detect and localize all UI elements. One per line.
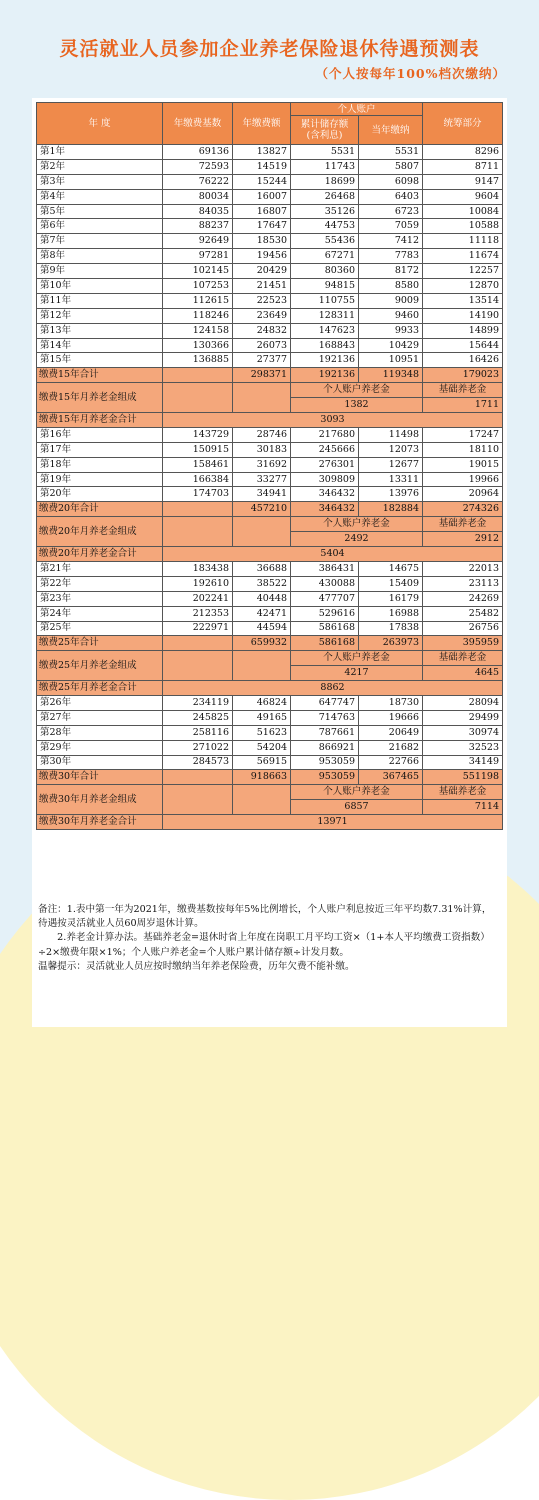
value-cell: 84035 (163, 204, 233, 219)
year-cell: 第15年 (37, 353, 163, 368)
value-cell: 271022 (163, 740, 233, 755)
value-cell: 72593 (163, 159, 233, 174)
empty-cell (163, 502, 233, 517)
value-cell: 6403 (359, 189, 423, 204)
empty-cell (163, 785, 233, 815)
value-cell: 112615 (163, 293, 233, 308)
value-cell: 38522 (233, 576, 291, 591)
value-cell: 586168 (291, 621, 359, 636)
value-cell: 8580 (359, 279, 423, 294)
value-cell: 16807 (233, 204, 291, 219)
value-cell: 5807 (359, 159, 423, 174)
value-cell: 16426 (423, 353, 503, 368)
value-cell: 31692 (233, 457, 291, 472)
total-value: 551198 (423, 770, 503, 785)
composition-row (37, 383, 503, 398)
value-cell: 20649 (359, 725, 423, 740)
value-cell: 430088 (291, 576, 359, 591)
note-tip: 温馨提示：灵活就业人员应按时缴纳当年养老保险费，历年欠费不能补缴。 (38, 960, 355, 972)
year-cell: 第30年 (37, 755, 163, 770)
value-cell: 44594 (233, 621, 291, 636)
table-row (37, 234, 503, 249)
monthly-sum-value: 5404 (163, 547, 503, 562)
table-row (37, 725, 503, 740)
table-row (37, 457, 503, 472)
total-value: 263973 (359, 636, 423, 651)
year-cell: 第14年 (37, 338, 163, 353)
total-value: 659932 (233, 636, 291, 651)
empty-cell (233, 785, 291, 815)
value-cell: 23113 (423, 576, 503, 591)
value-cell: 80360 (291, 264, 359, 279)
personal-pension-amount: 2492 (291, 532, 423, 547)
value-cell: 192136 (291, 353, 359, 368)
year-cell: 第5年 (37, 204, 163, 219)
value-cell: 30974 (423, 725, 503, 740)
value-cell: 147623 (291, 323, 359, 338)
empty-cell (163, 636, 233, 651)
value-cell: 17838 (359, 621, 423, 636)
table-row (37, 308, 503, 323)
value-cell: 20964 (423, 487, 503, 502)
composition-label: 缴费15年月养老金组成 (37, 383, 163, 413)
empty-cell (163, 770, 233, 785)
value-cell: 18699 (291, 174, 359, 189)
total-value: 179023 (423, 368, 503, 383)
empty-cell (163, 368, 233, 383)
value-cell: 29499 (423, 710, 503, 725)
note-1: 备注：1.表中第一年为2021年，缴费基数按每年5%比例增长，个人账户利息按近三年平均数7.31%计算，待遇按灵活就业人员60周岁退休计算。 (38, 904, 492, 930)
table-row (37, 353, 503, 368)
value-cell: 14519 (233, 159, 291, 174)
personal-pension-label: 个人账户养老金 (291, 651, 423, 666)
table-row (37, 740, 503, 755)
value-cell: 19966 (423, 472, 503, 487)
monthly-sum-row (37, 413, 503, 428)
monthly-sum-value: 3093 (163, 413, 503, 428)
total-value: 119348 (359, 368, 423, 383)
header-cumulative: 累计储存额 (含利息) (291, 116, 359, 145)
value-cell: 647747 (291, 695, 359, 710)
year-cell: 第22年 (37, 576, 163, 591)
value-cell: 9147 (423, 174, 503, 189)
header-base: 年缴费基数 (163, 103, 233, 145)
value-cell: 130366 (163, 338, 233, 353)
value-cell: 10429 (359, 338, 423, 353)
total-label: 缴费20年合计 (37, 502, 163, 517)
year-cell: 第27年 (37, 710, 163, 725)
value-cell: 11743 (291, 159, 359, 174)
table-row (37, 189, 503, 204)
value-cell: 19456 (233, 249, 291, 264)
table-row (37, 606, 503, 621)
value-cell: 183438 (163, 561, 233, 576)
value-cell: 714763 (291, 710, 359, 725)
value-cell: 13514 (423, 293, 503, 308)
value-cell: 234119 (163, 695, 233, 710)
value-cell: 192610 (163, 576, 233, 591)
total-value: 298371 (233, 368, 291, 383)
monthly-sum-label: 缴费20年月养老金合计 (37, 547, 163, 562)
monthly-sum-row (37, 681, 503, 696)
empty-cell (233, 517, 291, 547)
table-row (37, 159, 503, 174)
value-cell: 6723 (359, 204, 423, 219)
table-row (37, 710, 503, 725)
table-row (37, 621, 503, 636)
value-cell: 94815 (291, 279, 359, 294)
composition-label: 缴费30年月养老金组成 (37, 785, 163, 815)
value-cell: 20429 (233, 264, 291, 279)
value-cell: 11674 (423, 249, 503, 264)
value-cell: 787661 (291, 725, 359, 740)
value-cell: 11498 (359, 427, 423, 442)
value-cell: 953059 (291, 755, 359, 770)
value-cell: 150915 (163, 442, 233, 457)
note-2: 2.养老金计算办法。基础养老金=退休时省上年度在岗职工月平均工资×（1+本人平均缴费工资指数）÷2×缴费年限×1%；个人账户养老金=个人账户累计储存额÷计发月数。 (38, 932, 490, 958)
year-cell: 第12年 (37, 308, 163, 323)
table-row (37, 338, 503, 353)
value-cell: 128311 (291, 308, 359, 323)
table-row (37, 487, 503, 502)
table-row (37, 145, 503, 160)
table-row (37, 219, 503, 234)
header-current: 当年缴纳 (359, 116, 423, 145)
value-cell: 168843 (291, 338, 359, 353)
value-cell: 10588 (423, 219, 503, 234)
header-annual: 年缴费额 (233, 103, 291, 145)
value-cell: 212353 (163, 606, 233, 621)
value-cell: 7059 (359, 219, 423, 234)
value-cell: 12677 (359, 457, 423, 472)
value-cell: 12870 (423, 279, 503, 294)
value-cell: 13976 (359, 487, 423, 502)
total-row (37, 502, 503, 517)
value-cell: 5531 (291, 145, 359, 160)
year-cell: 第16年 (37, 427, 163, 442)
page-title: 灵活就业人员参加企业养老保险退休待遇预测表 (59, 38, 480, 60)
year-cell: 第7年 (37, 234, 163, 249)
personal-pension-amount: 4217 (291, 666, 423, 681)
year-cell: 第28年 (37, 725, 163, 740)
pension-table (36, 102, 503, 830)
value-cell: 8711 (423, 159, 503, 174)
monthly-sum-value: 8862 (163, 681, 503, 696)
year-cell: 第9年 (37, 264, 163, 279)
value-cell: 10084 (423, 204, 503, 219)
personal-pension-amount: 6857 (291, 800, 423, 815)
value-cell: 15644 (423, 338, 503, 353)
value-cell: 9009 (359, 293, 423, 308)
basic-pension-label: 基础养老金 (423, 785, 503, 800)
value-cell: 44753 (291, 219, 359, 234)
value-cell: 9933 (359, 323, 423, 338)
value-cell: 258116 (163, 725, 233, 740)
year-cell: 第8年 (37, 249, 163, 264)
year-cell: 第24年 (37, 606, 163, 621)
table-row (37, 755, 503, 770)
value-cell: 25482 (423, 606, 503, 621)
year-cell: 第3年 (37, 174, 163, 189)
value-cell: 284573 (163, 755, 233, 770)
table-row (37, 249, 503, 264)
monthly-sum-row (37, 815, 503, 830)
monthly-sum-label: 缴费15年月养老金合计 (37, 413, 163, 428)
year-cell: 第21年 (37, 561, 163, 576)
year-cell: 第11年 (37, 293, 163, 308)
table-row (37, 472, 503, 487)
year-cell: 第19年 (37, 472, 163, 487)
value-cell: 5531 (359, 145, 423, 160)
table-row (37, 174, 503, 189)
total-row (37, 636, 503, 651)
value-cell: 18730 (359, 695, 423, 710)
personal-pension-label: 个人账户养老金 (291, 517, 423, 532)
value-cell: 217680 (291, 427, 359, 442)
year-cell: 第4年 (37, 189, 163, 204)
value-cell: 49165 (233, 710, 291, 725)
personal-pension-label: 个人账户养老金 (291, 785, 423, 800)
composition-row (37, 651, 503, 666)
value-cell: 54204 (233, 740, 291, 755)
empty-cell (163, 383, 233, 413)
value-cell: 55436 (291, 234, 359, 249)
value-cell: 97281 (163, 249, 233, 264)
value-cell: 26468 (291, 189, 359, 204)
value-cell: 245825 (163, 710, 233, 725)
value-cell: 24269 (423, 591, 503, 606)
value-cell: 26073 (233, 338, 291, 353)
value-cell: 14899 (423, 323, 503, 338)
total-value: 953059 (291, 770, 359, 785)
total-value: 367465 (359, 770, 423, 785)
value-cell: 42471 (233, 606, 291, 621)
value-cell: 12257 (423, 264, 503, 279)
page-subtitle: （个人按每年100%档次缴纳） (315, 66, 506, 81)
table-row (37, 323, 503, 338)
value-cell: 529616 (291, 606, 359, 621)
empty-cell (233, 383, 291, 413)
year-cell: 第2年 (37, 159, 163, 174)
value-cell: 10951 (359, 353, 423, 368)
value-cell: 27377 (233, 353, 291, 368)
value-cell: 13311 (359, 472, 423, 487)
composition-label: 缴费20年月养老金组成 (37, 517, 163, 547)
value-cell: 22523 (233, 293, 291, 308)
value-cell: 21682 (359, 740, 423, 755)
value-cell: 15244 (233, 174, 291, 189)
table-row (37, 293, 503, 308)
value-cell: 12073 (359, 442, 423, 457)
value-cell: 346432 (291, 487, 359, 502)
value-cell: 69136 (163, 145, 233, 160)
basic-pension-amount: 7114 (423, 800, 503, 815)
value-cell: 7412 (359, 234, 423, 249)
table-row (37, 204, 503, 219)
value-cell: 34149 (423, 755, 503, 770)
total-value: 274326 (423, 502, 503, 517)
value-cell: 33277 (233, 472, 291, 487)
value-cell: 245666 (291, 442, 359, 457)
value-cell: 56915 (233, 755, 291, 770)
value-cell: 24832 (233, 323, 291, 338)
value-cell: 166384 (163, 472, 233, 487)
header-pooled: 统筹部分 (423, 103, 503, 145)
value-cell: 92649 (163, 234, 233, 249)
value-cell: 18530 (233, 234, 291, 249)
value-cell: 866921 (291, 740, 359, 755)
composition-label: 缴费25年月养老金组成 (37, 651, 163, 681)
value-cell: 28746 (233, 427, 291, 442)
notes (38, 903, 500, 974)
table-row (37, 264, 503, 279)
value-cell: 143729 (163, 427, 233, 442)
value-cell: 16007 (233, 189, 291, 204)
year-cell: 第26年 (37, 695, 163, 710)
value-cell: 7783 (359, 249, 423, 264)
composition-row (37, 517, 503, 532)
table-row (37, 561, 503, 576)
value-cell: 18110 (423, 442, 503, 457)
value-cell: 124158 (163, 323, 233, 338)
value-cell: 107253 (163, 279, 233, 294)
value-cell: 40448 (233, 591, 291, 606)
value-cell: 309809 (291, 472, 359, 487)
basic-pension-label: 基础养老金 (423, 651, 503, 666)
value-cell: 30183 (233, 442, 291, 457)
total-value: 192136 (291, 368, 359, 383)
table-body (37, 145, 503, 830)
basic-pension-amount: 1711 (423, 398, 503, 413)
table-row (37, 427, 503, 442)
total-value: 346432 (291, 502, 359, 517)
value-cell: 15409 (359, 576, 423, 591)
value-cell: 16988 (359, 606, 423, 621)
total-row (37, 770, 503, 785)
value-cell: 16179 (359, 591, 423, 606)
value-cell: 202241 (163, 591, 233, 606)
value-cell: 110755 (291, 293, 359, 308)
value-cell: 174703 (163, 487, 233, 502)
empty-cell (163, 651, 233, 681)
value-cell: 67271 (291, 249, 359, 264)
total-label: 缴费15年合计 (37, 368, 163, 383)
personal-pension-amount: 1382 (291, 398, 423, 413)
value-cell: 8296 (423, 145, 503, 160)
value-cell: 23649 (233, 308, 291, 323)
basic-pension-label: 基础养老金 (423, 383, 503, 398)
value-cell: 13827 (233, 145, 291, 160)
total-label: 缴费30年合计 (37, 770, 163, 785)
value-cell: 35126 (291, 204, 359, 219)
value-cell: 32523 (423, 740, 503, 755)
basic-pension-amount: 4645 (423, 666, 503, 681)
table-row (37, 279, 503, 294)
value-cell: 17647 (233, 219, 291, 234)
total-value: 586168 (291, 636, 359, 651)
year-cell: 第13年 (37, 323, 163, 338)
value-cell: 8172 (359, 264, 423, 279)
header-year: 年 度 (37, 103, 163, 145)
year-cell: 第6年 (37, 219, 163, 234)
monthly-sum-label: 缴费25年月养老金合计 (37, 681, 163, 696)
value-cell: 19666 (359, 710, 423, 725)
table-row (37, 695, 503, 710)
basic-pension-label: 基础养老金 (423, 517, 503, 532)
value-cell: 158461 (163, 457, 233, 472)
value-cell: 28094 (423, 695, 503, 710)
empty-cell (163, 517, 233, 547)
value-cell: 46824 (233, 695, 291, 710)
table-row (37, 442, 503, 457)
monthly-sum-row (37, 547, 503, 562)
value-cell: 14190 (423, 308, 503, 323)
composition-row (37, 785, 503, 800)
value-cell: 88237 (163, 219, 233, 234)
value-cell: 102145 (163, 264, 233, 279)
value-cell: 477707 (291, 591, 359, 606)
year-cell: 第10年 (37, 279, 163, 294)
value-cell: 34941 (233, 487, 291, 502)
total-value: 918663 (233, 770, 291, 785)
total-label: 缴费25年合计 (37, 636, 163, 651)
year-cell: 第17年 (37, 442, 163, 457)
value-cell: 14675 (359, 561, 423, 576)
year-cell: 第18年 (37, 457, 163, 472)
value-cell: 276301 (291, 457, 359, 472)
value-cell: 9460 (359, 308, 423, 323)
value-cell: 26756 (423, 621, 503, 636)
header-personal-group: 个人账户 (291, 103, 423, 116)
value-cell: 11118 (423, 234, 503, 249)
personal-pension-label: 个人账户养老金 (291, 383, 423, 398)
value-cell: 6098 (359, 174, 423, 189)
value-cell: 222971 (163, 621, 233, 636)
value-cell: 386431 (291, 561, 359, 576)
year-cell: 第20年 (37, 487, 163, 502)
value-cell: 9604 (423, 189, 503, 204)
value-cell: 22766 (359, 755, 423, 770)
monthly-sum-value: 13971 (163, 815, 503, 830)
total-row (37, 368, 503, 383)
value-cell: 22013 (423, 561, 503, 576)
value-cell: 118246 (163, 308, 233, 323)
total-value: 395959 (423, 636, 503, 651)
value-cell: 76222 (163, 174, 233, 189)
total-value: 182884 (359, 502, 423, 517)
monthly-sum-label: 缴费30年月养老金合计 (37, 815, 163, 830)
year-cell: 第1年 (37, 145, 163, 160)
year-cell: 第23年 (37, 591, 163, 606)
year-cell: 第29年 (37, 740, 163, 755)
value-cell: 19015 (423, 457, 503, 472)
value-cell: 36688 (233, 561, 291, 576)
value-cell: 21451 (233, 279, 291, 294)
value-cell: 51623 (233, 725, 291, 740)
empty-cell (233, 651, 291, 681)
value-cell: 17247 (423, 427, 503, 442)
value-cell: 136885 (163, 353, 233, 368)
table-row (37, 591, 503, 606)
total-value: 457210 (233, 502, 291, 517)
value-cell: 80034 (163, 189, 233, 204)
year-cell: 第25年 (37, 621, 163, 636)
table-row (37, 576, 503, 591)
basic-pension-amount: 2912 (423, 532, 503, 547)
